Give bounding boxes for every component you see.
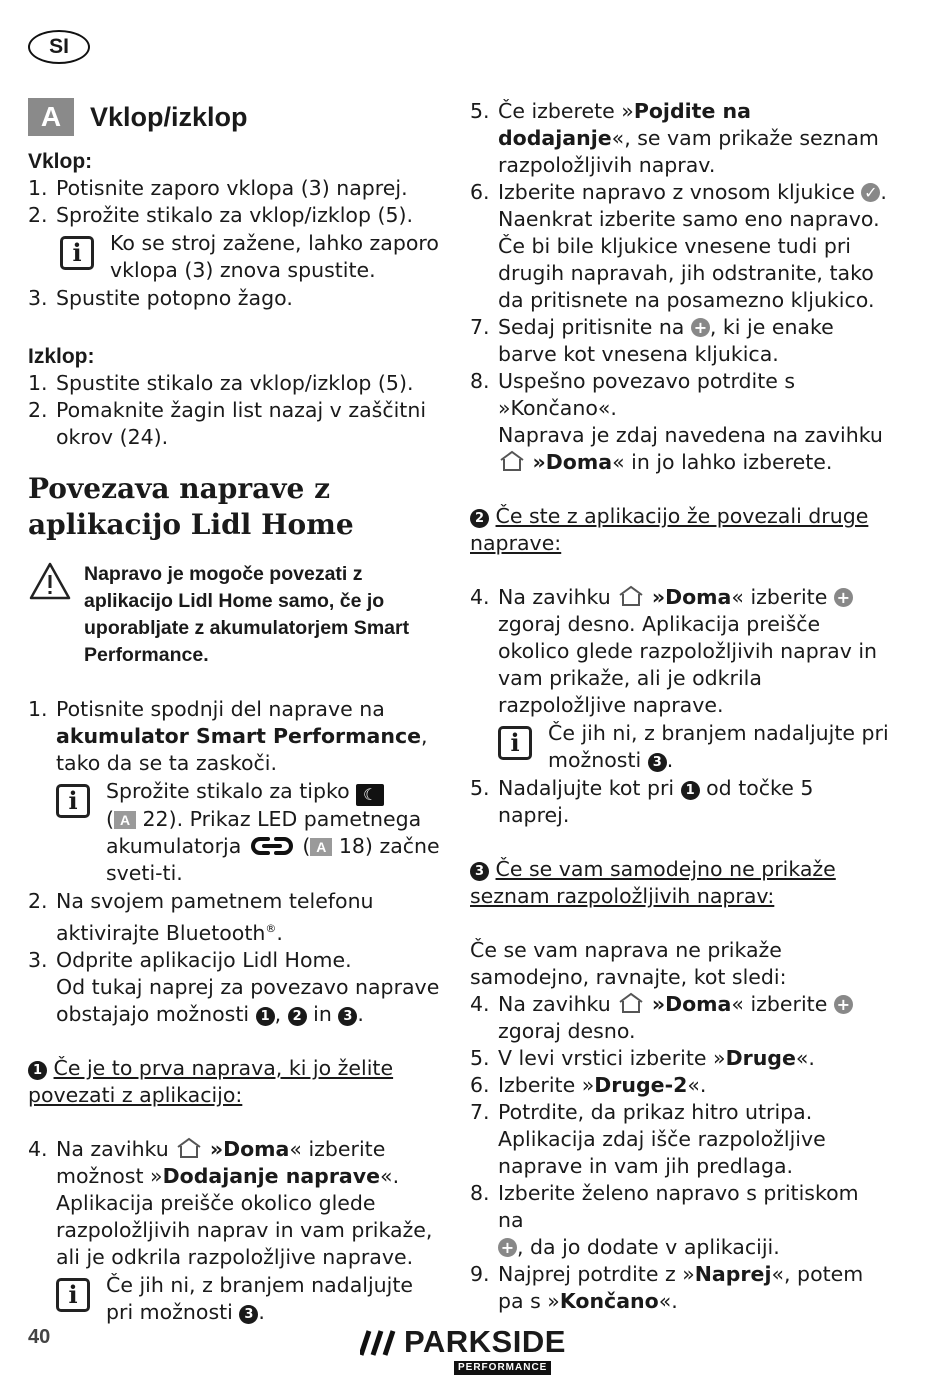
- item-number: 2.: [28, 398, 48, 422]
- item-text: Potisnite zaporo vklopa (3) naprej.: [56, 176, 408, 200]
- list-item: [470, 1099, 890, 1180]
- item-text: Na zavihku »Doma« izberite možnost »Dodajanje naprave«. Aplikacija preišče okolico glede razpoložljivih naprav in vam prikaže, ali je odkrila razpoložljive naprave.: [56, 1136, 433, 1269]
- item-number: 9.: [470, 1262, 490, 1286]
- info-note: [56, 1272, 446, 1326]
- list-item: [28, 370, 446, 397]
- info-text: Sprožite stikalo za tipko ☾ ( A 22). Prikaz LED pametnega akumulatorja ( A 18) začne sveti-ti.: [106, 779, 440, 885]
- item-text: Na svojem pametnem telefonu aktivirajte Bluetooth®.: [56, 889, 374, 945]
- warning-text: Napravo je mogoče povezati z aplikacijo Lidl Home samo, če jo uporabljate z akumulatorjem Smart Performance.: [84, 563, 410, 666]
- item-number: 2.: [28, 203, 48, 227]
- list-item: [28, 888, 446, 947]
- section-title: Vklop/izklop: [90, 101, 248, 132]
- item-number: 5.: [470, 1046, 490, 1070]
- figure-a-icon: A: [310, 838, 332, 856]
- item-number: 1.: [28, 371, 48, 395]
- section-letter-badge: A: [28, 98, 74, 136]
- list-item: [28, 947, 446, 1028]
- link-icon: [248, 835, 296, 857]
- warning-note: [28, 561, 446, 669]
- item-number: 4.: [470, 585, 490, 609]
- info-icon: i: [56, 1278, 90, 1312]
- item-number: 5.: [470, 776, 490, 800]
- option-badge-3: 3: [338, 1007, 357, 1026]
- option-badge-2: 2: [470, 509, 489, 528]
- list-item: [470, 991, 890, 1045]
- option2-heading: 2 Če ste z aplikacijo že povezali druge naprave:: [470, 504, 869, 555]
- item-text: Pomaknite žagin list nazaj v zaščitni okrov (24).: [56, 398, 427, 449]
- list-item: [470, 1072, 890, 1099]
- item-text: Izberite napravo z vnosom kljukice ✓ . Naenkrat izberite samo eno napravo. Če bi bile kljukice vnesene tudi pri drugih napravah, jih odstranite, tako da pritisnete na posamezno kljukico.: [498, 180, 887, 312]
- logo-text: PARKSIDE: [404, 1324, 566, 1359]
- list-item: [470, 584, 890, 719]
- info-note: [60, 230, 446, 284]
- info-text: Ko se stroj zažene, lahko zaporo vklopa (3) znova spustite.: [110, 231, 439, 282]
- list-item: [470, 368, 890, 476]
- item-text: Potrdite, da prikaz hitro utripa. Aplikacija zdaj išče razpoložljive naprave in vam jih predlaga.: [498, 1100, 826, 1178]
- list-item: [28, 285, 446, 312]
- item-number: 1.: [28, 176, 48, 200]
- item-number: 4.: [470, 992, 490, 1016]
- item-number: 8.: [470, 1181, 490, 1205]
- plus-icon: +: [691, 318, 710, 337]
- info-note: [56, 778, 446, 887]
- plus-icon: +: [834, 995, 853, 1014]
- info-icon: i: [498, 726, 532, 760]
- right-column: [470, 98, 890, 1315]
- list-item: [470, 314, 890, 368]
- item-text: Izberite želeno napravo s pritiskom na + , da jo dodate v aplikaciji.: [498, 1181, 859, 1259]
- left-column: [28, 98, 446, 1327]
- option-badge-1: 1: [681, 781, 700, 800]
- item-text: Izberite »Druge-2«.: [498, 1073, 707, 1097]
- info-icon: i: [60, 236, 94, 270]
- list-item: [470, 1180, 890, 1261]
- option1-heading: 1 Če je to prva naprava, ki jo želite povezati z aplikacijo:: [28, 1055, 394, 1107]
- warning-icon: [28, 561, 74, 669]
- logo-stripes-icon: [360, 1329, 404, 1359]
- item-text: Spustite stikalo za vklop/izklop (5).: [56, 371, 414, 395]
- item-number: 6.: [470, 180, 490, 204]
- option3-heading: 3 Če se vam samodejno ne prikaže seznam razpoložljivih naprav:: [470, 857, 836, 908]
- language-badge: SI: [28, 30, 90, 64]
- info-note: [498, 720, 890, 774]
- list-item: [470, 98, 890, 179]
- home-icon: [617, 584, 645, 608]
- item-text: Na zavihku »Doma« izberite + zgoraj desno.: [498, 991, 890, 1045]
- plus-icon: +: [834, 588, 853, 607]
- home-icon: [498, 449, 526, 473]
- item-text: Na zavihku »Doma« izberite + zgoraj desno. Aplikacija preišče okolico glede razpoložljivih naprav in vam prikaže, ali je odkrila razpoložljive naprave.: [498, 585, 878, 717]
- info-icon: i: [56, 784, 90, 818]
- option-badge-3: 3: [648, 753, 667, 772]
- list-item: [28, 175, 446, 202]
- option-badge-3: 3: [470, 862, 489, 881]
- home-icon: [617, 991, 645, 1015]
- item-text: Sedaj pritisnite na + , ki je enake barve kot vnesena kljukica.: [498, 315, 834, 366]
- list-item: [470, 1261, 890, 1315]
- figure-a-icon: A: [114, 811, 136, 829]
- list-item: [28, 202, 446, 229]
- vklop-heading: Vklop:: [28, 150, 93, 173]
- option-badge-2: 2: [288, 1007, 307, 1026]
- page-number: 40: [28, 1326, 51, 1348]
- item-text: Potisnite spodnji del naprave na akumulator Smart Performance, tako da se ta zaskoči.: [56, 697, 428, 775]
- item-number: 5.: [470, 99, 490, 123]
- plus-icon: +: [498, 1238, 517, 1257]
- item-number: 7.: [470, 1100, 490, 1124]
- list-item: [470, 179, 890, 314]
- option-badge-1: 1: [256, 1007, 275, 1026]
- moon-key-icon: ☾: [356, 784, 384, 806]
- connect-heading: Povezava naprave z aplikacijo Lidl Home: [28, 472, 354, 541]
- option-badge-3: 3: [239, 1305, 258, 1324]
- list-item: [470, 775, 890, 829]
- checkmark-icon: ✓: [861, 183, 880, 202]
- item-text: Uspešno povezavo potrdite s »Končano«. Naprava je zdaj navedena na zavihku »Doma« in jo lahko izberete.: [498, 369, 883, 474]
- parkside-logo: [360, 1324, 566, 1377]
- section-header: [28, 98, 446, 136]
- item-number: 8.: [470, 369, 490, 393]
- option3-intro: Če se vam naprava ne prikaže samodejno, ravnajte, kot sledi:: [470, 938, 787, 989]
- item-text: Odprite aplikacijo Lidl Home. Od tukaj naprej za povezavo naprave obstajajo možnosti 1 , 2 in 3 .: [56, 947, 440, 1026]
- info-text: Če jih ni, z branjem nadaljujte pri možnosti 3 .: [548, 721, 889, 772]
- list-item: [28, 696, 446, 777]
- list-item: [28, 397, 446, 451]
- item-number: 2.: [28, 889, 48, 913]
- item-number: 6.: [470, 1073, 490, 1097]
- item-text: Sprožite stikalo za vklop/izklop (5).: [56, 203, 414, 227]
- item-text: Najprej potrdite z »Naprej«, potem pa s »Končano«.: [498, 1262, 864, 1313]
- item-text: Če izberete »Pojdite na dodajanje«, se vam prikaže seznam razpoložljivih naprav.: [498, 99, 879, 177]
- item-number: 4.: [28, 1136, 48, 1161]
- item-text: Spustite potopno žago.: [56, 286, 293, 310]
- item-number: 3.: [28, 947, 48, 972]
- izklop-heading: Izklop:: [28, 345, 95, 368]
- item-number: 3.: [28, 286, 48, 310]
- item-text: Nadaljujte kot pri 1 od točke 5 naprej.: [498, 776, 814, 827]
- home-icon: [175, 1136, 203, 1160]
- option-badge-1: 1: [28, 1061, 47, 1080]
- info-text: Če jih ni, z branjem nadaljujte pri možnosti 3 .: [106, 1272, 413, 1324]
- item-number: 1.: [28, 697, 48, 721]
- list-item: [28, 1136, 446, 1271]
- item-number: 7.: [470, 315, 490, 339]
- list-item: [470, 1045, 890, 1072]
- item-text: V levi vrstici izberite »Druge«.: [498, 1046, 815, 1070]
- logo-subtext: PERFORMANCE: [454, 1361, 551, 1375]
